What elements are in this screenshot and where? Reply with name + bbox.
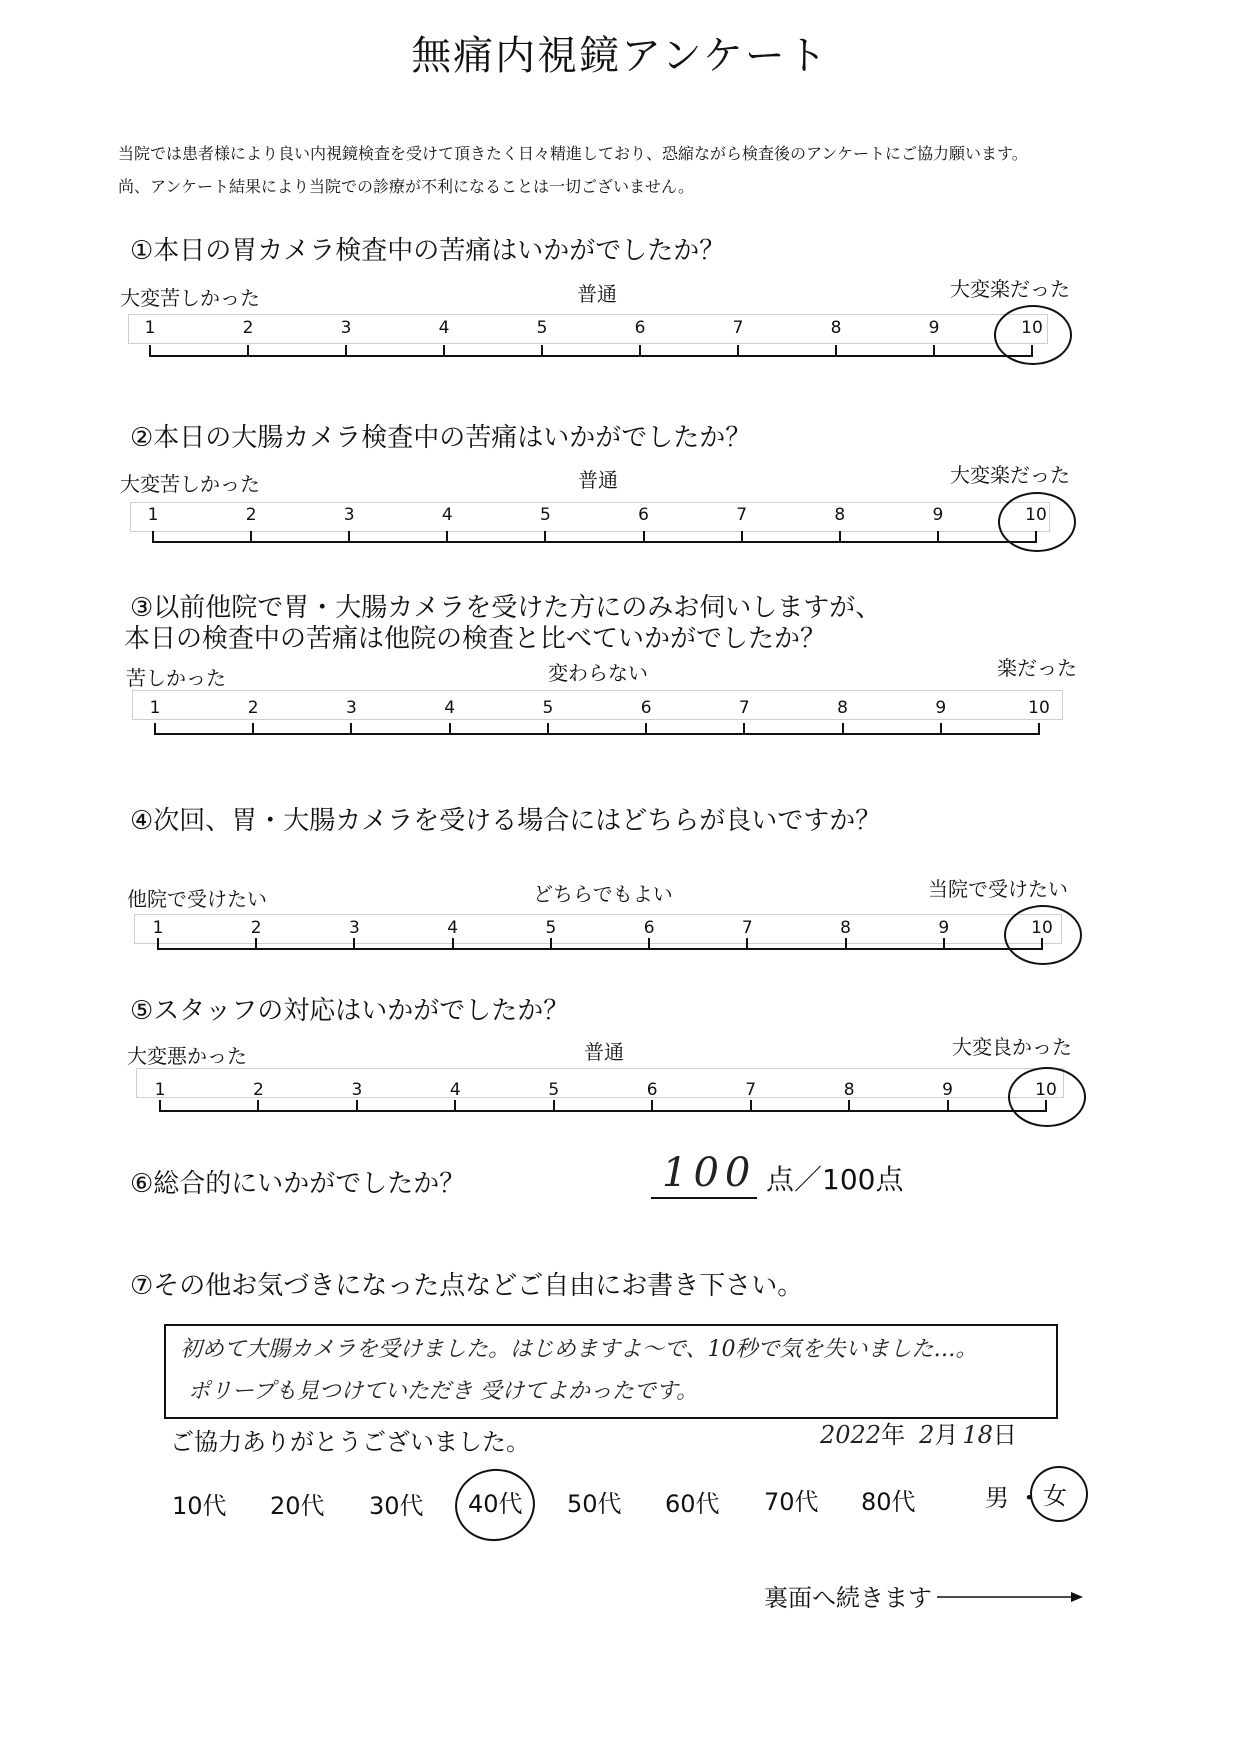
q1-label-mid: 普通: [577, 282, 617, 306]
q2-scale-number-6[interactable]: 6: [638, 505, 649, 525]
q4-scale-tick-9: [943, 938, 945, 950]
q3-scale-tick-7: [743, 723, 745, 735]
q1-label-right: 大変楽だった: [950, 277, 1070, 301]
q3-label-right: 楽だった: [997, 656, 1077, 680]
q3-scale: [132, 690, 1063, 720]
q6-suffix: 点／100点: [766, 1163, 904, 1196]
q4-scale-tick-7: [746, 938, 748, 950]
question-7: ⑦その他お気づきになった点などご自由にお書き下さい。: [130, 1271, 804, 1301]
q4-scale: [134, 914, 1062, 944]
q1-scale-line: [150, 355, 1032, 357]
q5-scale-tick-1: [159, 1100, 161, 1112]
q5-scale-tick-5: [553, 1100, 555, 1112]
q2-label-right: 大変楽だった: [950, 463, 1070, 487]
q5-scale-number-3[interactable]: 3: [351, 1080, 363, 1100]
q2-scale-tick-9: [937, 531, 939, 543]
intro-line-1: 当院では患者様により良い内視鏡検査を受けて頂きたく日々精進しており、恐縮ながら検査後のアンケートにご協力願います。: [118, 144, 1028, 163]
q3-scale-number-2[interactable]: 2: [247, 698, 259, 718]
q3-scale-tick-2: [252, 723, 254, 735]
q2-scale-number-1[interactable]: 1: [147, 505, 159, 525]
q1-scale-number-3[interactable]: 3: [340, 318, 352, 338]
q1-scale-tick-8: [835, 345, 837, 357]
date-day-suffix: 日: [992, 1421, 1017, 1449]
q4-label-right: 当院で受けたい: [928, 877, 1068, 901]
q4-scale-tick-2: [255, 938, 257, 950]
q4-label-mid: どちらでもよい: [533, 882, 673, 906]
q5-scale-line: [160, 1110, 1046, 1112]
q3-scale-number-9[interactable]: 9: [935, 698, 947, 718]
q1-scale-number-8[interactable]: 8: [830, 318, 842, 338]
q4-scale-number-6[interactable]: 6: [643, 918, 655, 938]
question-1: ①本日の胃カメラ検査中の苦痛はいかがでしたか？: [130, 236, 726, 266]
q3-scale-number-10[interactable]: 10: [1028, 698, 1050, 718]
q5-scale-number-8[interactable]: 8: [843, 1080, 855, 1100]
q1-scale-number-6[interactable]: 6: [634, 318, 646, 338]
q2-scale-number-2[interactable]: 2: [245, 505, 257, 525]
q3-scale-number-1[interactable]: 1: [149, 698, 161, 718]
q4-scale-number-4[interactable]: 4: [447, 918, 459, 938]
date-field: [820, 1415, 1017, 1450]
question-2: ②本日の大腸カメラ検査中の苦痛はいかがでしたか？: [130, 423, 752, 453]
q4-scale-number-10[interactable]: 10: [1031, 918, 1053, 938]
question-3-line-1: ③以前他院で胃・大腸カメラを受けた方にのみお伺いしますが、: [130, 593, 882, 623]
age-80s[interactable]: 80代: [861, 1488, 916, 1516]
q3-scale-number-7[interactable]: 7: [738, 698, 750, 718]
q3-scale-tick-9: [940, 723, 942, 735]
intro-line-2: 尚、アンケート結果により当院での診療が不利になることは一切ございません。: [118, 177, 695, 196]
comment-line-1: 初めて大腸カメラを受けました。はじめますよ〜で、10秒で気を失いました…。: [180, 1337, 978, 1362]
gender-male[interactable]: 男: [985, 1484, 1009, 1512]
age-20s[interactable]: 20代: [270, 1492, 325, 1520]
q2-scale-number-9[interactable]: 9: [932, 505, 944, 525]
q6-score[interactable]: 100: [662, 1150, 757, 1196]
gender-female[interactable]: 女: [1043, 1482, 1067, 1510]
age-70s[interactable]: 70代: [764, 1488, 819, 1516]
q5-scale-tick-2: [257, 1100, 259, 1112]
page-title: 無痛内視鏡アンケート: [411, 33, 829, 79]
q1-scale-number-4[interactable]: 4: [438, 318, 450, 338]
q3-scale-number-8[interactable]: 8: [837, 698, 848, 718]
date-day: 18: [962, 1421, 993, 1449]
q5-label-right: 大変良かった: [952, 1035, 1072, 1059]
thanks-text: ご協力ありがとうございました。: [170, 1428, 530, 1456]
q4-answer-circle: [1004, 905, 1082, 965]
date-year-suffix: 年: [881, 1421, 906, 1449]
q5-scale-number-1[interactable]: 1: [154, 1080, 166, 1100]
q2-answer-circle: [998, 492, 1076, 552]
q5-scale-tick-4: [454, 1100, 456, 1112]
q1-scale-number-9[interactable]: 9: [928, 318, 940, 338]
q4-label-left: 他院で受けたい: [127, 887, 267, 911]
q3-scale-tick-1: [154, 723, 156, 735]
q3-scale-tick-5: [547, 723, 549, 735]
q2-scale-number-7[interactable]: 7: [736, 505, 748, 525]
q2-scale-number-3[interactable]: 3: [343, 505, 355, 525]
q2-scale-tick-4: [446, 531, 448, 543]
age-40s[interactable]: 40代: [468, 1490, 523, 1518]
q5-scale-number-6[interactable]: 6: [646, 1080, 658, 1100]
q1-scale-number-10[interactable]: 10: [1021, 318, 1043, 338]
q5-scale-number-2[interactable]: 2: [253, 1080, 264, 1100]
q4-scale-tick-4: [452, 938, 454, 950]
q3-label-left: 苦しかった: [126, 666, 226, 690]
age-50s[interactable]: 50代: [567, 1490, 622, 1518]
q4-scale-tick-1: [157, 938, 159, 950]
q5-scale-tick-9: [947, 1100, 949, 1112]
q1-scale-tick-4: [443, 345, 445, 357]
q5-scale-number-10[interactable]: 10: [1035, 1080, 1057, 1100]
q4-scale-tick-3: [353, 938, 355, 950]
q5-scale-tick-8: [848, 1100, 850, 1112]
q1-answer-circle: [994, 305, 1072, 365]
q4-scale-number-8[interactable]: 8: [840, 918, 851, 938]
q2-scale-tick-5: [544, 531, 546, 543]
q4-scale-number-1[interactable]: 1: [152, 918, 164, 938]
q5-scale-tick-6: [651, 1100, 653, 1112]
q5-scale-tick-3: [356, 1100, 358, 1112]
q4-scale-tick-8: [845, 938, 847, 950]
q5-label-left: 大変悪かった: [127, 1044, 247, 1068]
q4-scale-number-9[interactable]: 9: [938, 918, 950, 938]
q2-scale: [130, 502, 1050, 532]
q3-scale-tick-6: [645, 723, 647, 735]
q2-scale-number-10[interactable]: 10: [1025, 505, 1047, 525]
q1-scale-tick-5: [541, 345, 543, 357]
q4-scale-tick-5: [550, 938, 552, 950]
q1-scale-number-2[interactable]: 2: [242, 318, 254, 338]
continue-text: 裏面へ続きます: [764, 1584, 932, 1612]
gender-selected-circle: [1030, 1466, 1088, 1522]
q4-scale-line: [158, 948, 1042, 950]
q1-scale-tick-1: [149, 345, 151, 357]
q5-scale-number-5[interactable]: 5: [548, 1080, 560, 1100]
gender-separator: ・: [1017, 1484, 1041, 1512]
question-6: ⑥総合的にいかがでしたか？: [130, 1169, 466, 1199]
q5-label-mid: 普通: [584, 1040, 624, 1064]
age-30s[interactable]: 30代: [369, 1492, 424, 1520]
q1-scale-tick-7: [737, 345, 739, 357]
q3-scale-number-6[interactable]: 6: [640, 698, 652, 718]
q2-scale-tick-3: [348, 531, 350, 543]
date-month-suffix: 月: [934, 1421, 959, 1449]
q3-scale-tick-3: [350, 723, 352, 735]
q2-label-left: 大変苦しかった: [120, 472, 260, 496]
q1-scale-tick-9: [933, 345, 935, 357]
date-year: 2022: [820, 1421, 882, 1449]
q1-scale-number-5[interactable]: 5: [536, 318, 548, 338]
q3-scale-number-4[interactable]: 4: [444, 698, 456, 718]
question-3-line-2: 本日の検査中の苦痛は他院の検査と比べていかがでしたか？: [124, 624, 827, 654]
q2-scale-tick-6: [643, 531, 645, 543]
q2-scale-number-8[interactable]: 8: [834, 505, 846, 525]
q5-answer-circle: [1008, 1067, 1086, 1127]
q5-scale-tick-7: [750, 1100, 752, 1112]
q2-scale-tick-7: [741, 531, 743, 543]
age-10s[interactable]: 10代: [172, 1492, 227, 1520]
age-60s[interactable]: 60代: [665, 1490, 720, 1518]
continue-arrow-icon: [935, 1582, 1085, 1612]
q6-score-underline: [651, 1197, 757, 1199]
q2-scale-number-5[interactable]: 5: [540, 505, 551, 525]
q3-scale-number-3[interactable]: 3: [346, 698, 357, 718]
question-4: ④次回、胃・大腸カメラを受ける場合にはどちらが良いですか？: [130, 806, 882, 836]
date-month: 2: [919, 1421, 935, 1449]
q3-scale-tick-8: [842, 723, 844, 735]
q5-scale-number-9[interactable]: 9: [942, 1080, 953, 1100]
q1-scale-number-1[interactable]: 1: [144, 318, 156, 338]
q2-label-mid: 普通: [578, 468, 618, 492]
q4-scale-number-7[interactable]: 7: [741, 918, 753, 938]
q2-scale-line: [153, 541, 1036, 543]
q1-scale: [128, 314, 1048, 344]
q5-scale: [136, 1068, 1064, 1098]
question-5: ⑤スタッフの対応はいかがでしたか？: [130, 996, 570, 1026]
q4-scale-number-2[interactable]: 2: [250, 918, 262, 938]
comment-line-2: ポリープも見つけていただき 受けてよかったです。: [188, 1379, 699, 1404]
q3-scale-line: [155, 733, 1039, 735]
q1-scale-tick-3: [345, 345, 347, 357]
q3-scale-tick-10: [1038, 723, 1040, 735]
q3-scale-tick-4: [449, 723, 451, 735]
q2-scale-tick-1: [152, 531, 154, 543]
q4-scale-number-5[interactable]: 5: [545, 918, 557, 938]
q4-scale-tick-6: [648, 938, 650, 950]
q4-scale-number-3[interactable]: 3: [349, 918, 360, 938]
q1-scale-number-7[interactable]: 7: [732, 318, 744, 338]
q5-scale-number-4[interactable]: 4: [449, 1080, 461, 1100]
q2-scale-number-4[interactable]: 4: [441, 505, 453, 525]
q5-scale-number-7[interactable]: 7: [745, 1080, 757, 1100]
age-selected-circle: [450, 1464, 539, 1546]
q1-scale-tick-2: [247, 345, 249, 357]
q3-label-mid: 変わらない: [548, 661, 648, 685]
q2-scale-tick-2: [250, 531, 252, 543]
q1-label-left: 大変苦しかった: [120, 286, 260, 310]
q2-scale-tick-8: [839, 531, 841, 543]
q1-scale-tick-6: [639, 345, 641, 357]
q3-scale-number-5[interactable]: 5: [542, 698, 554, 718]
